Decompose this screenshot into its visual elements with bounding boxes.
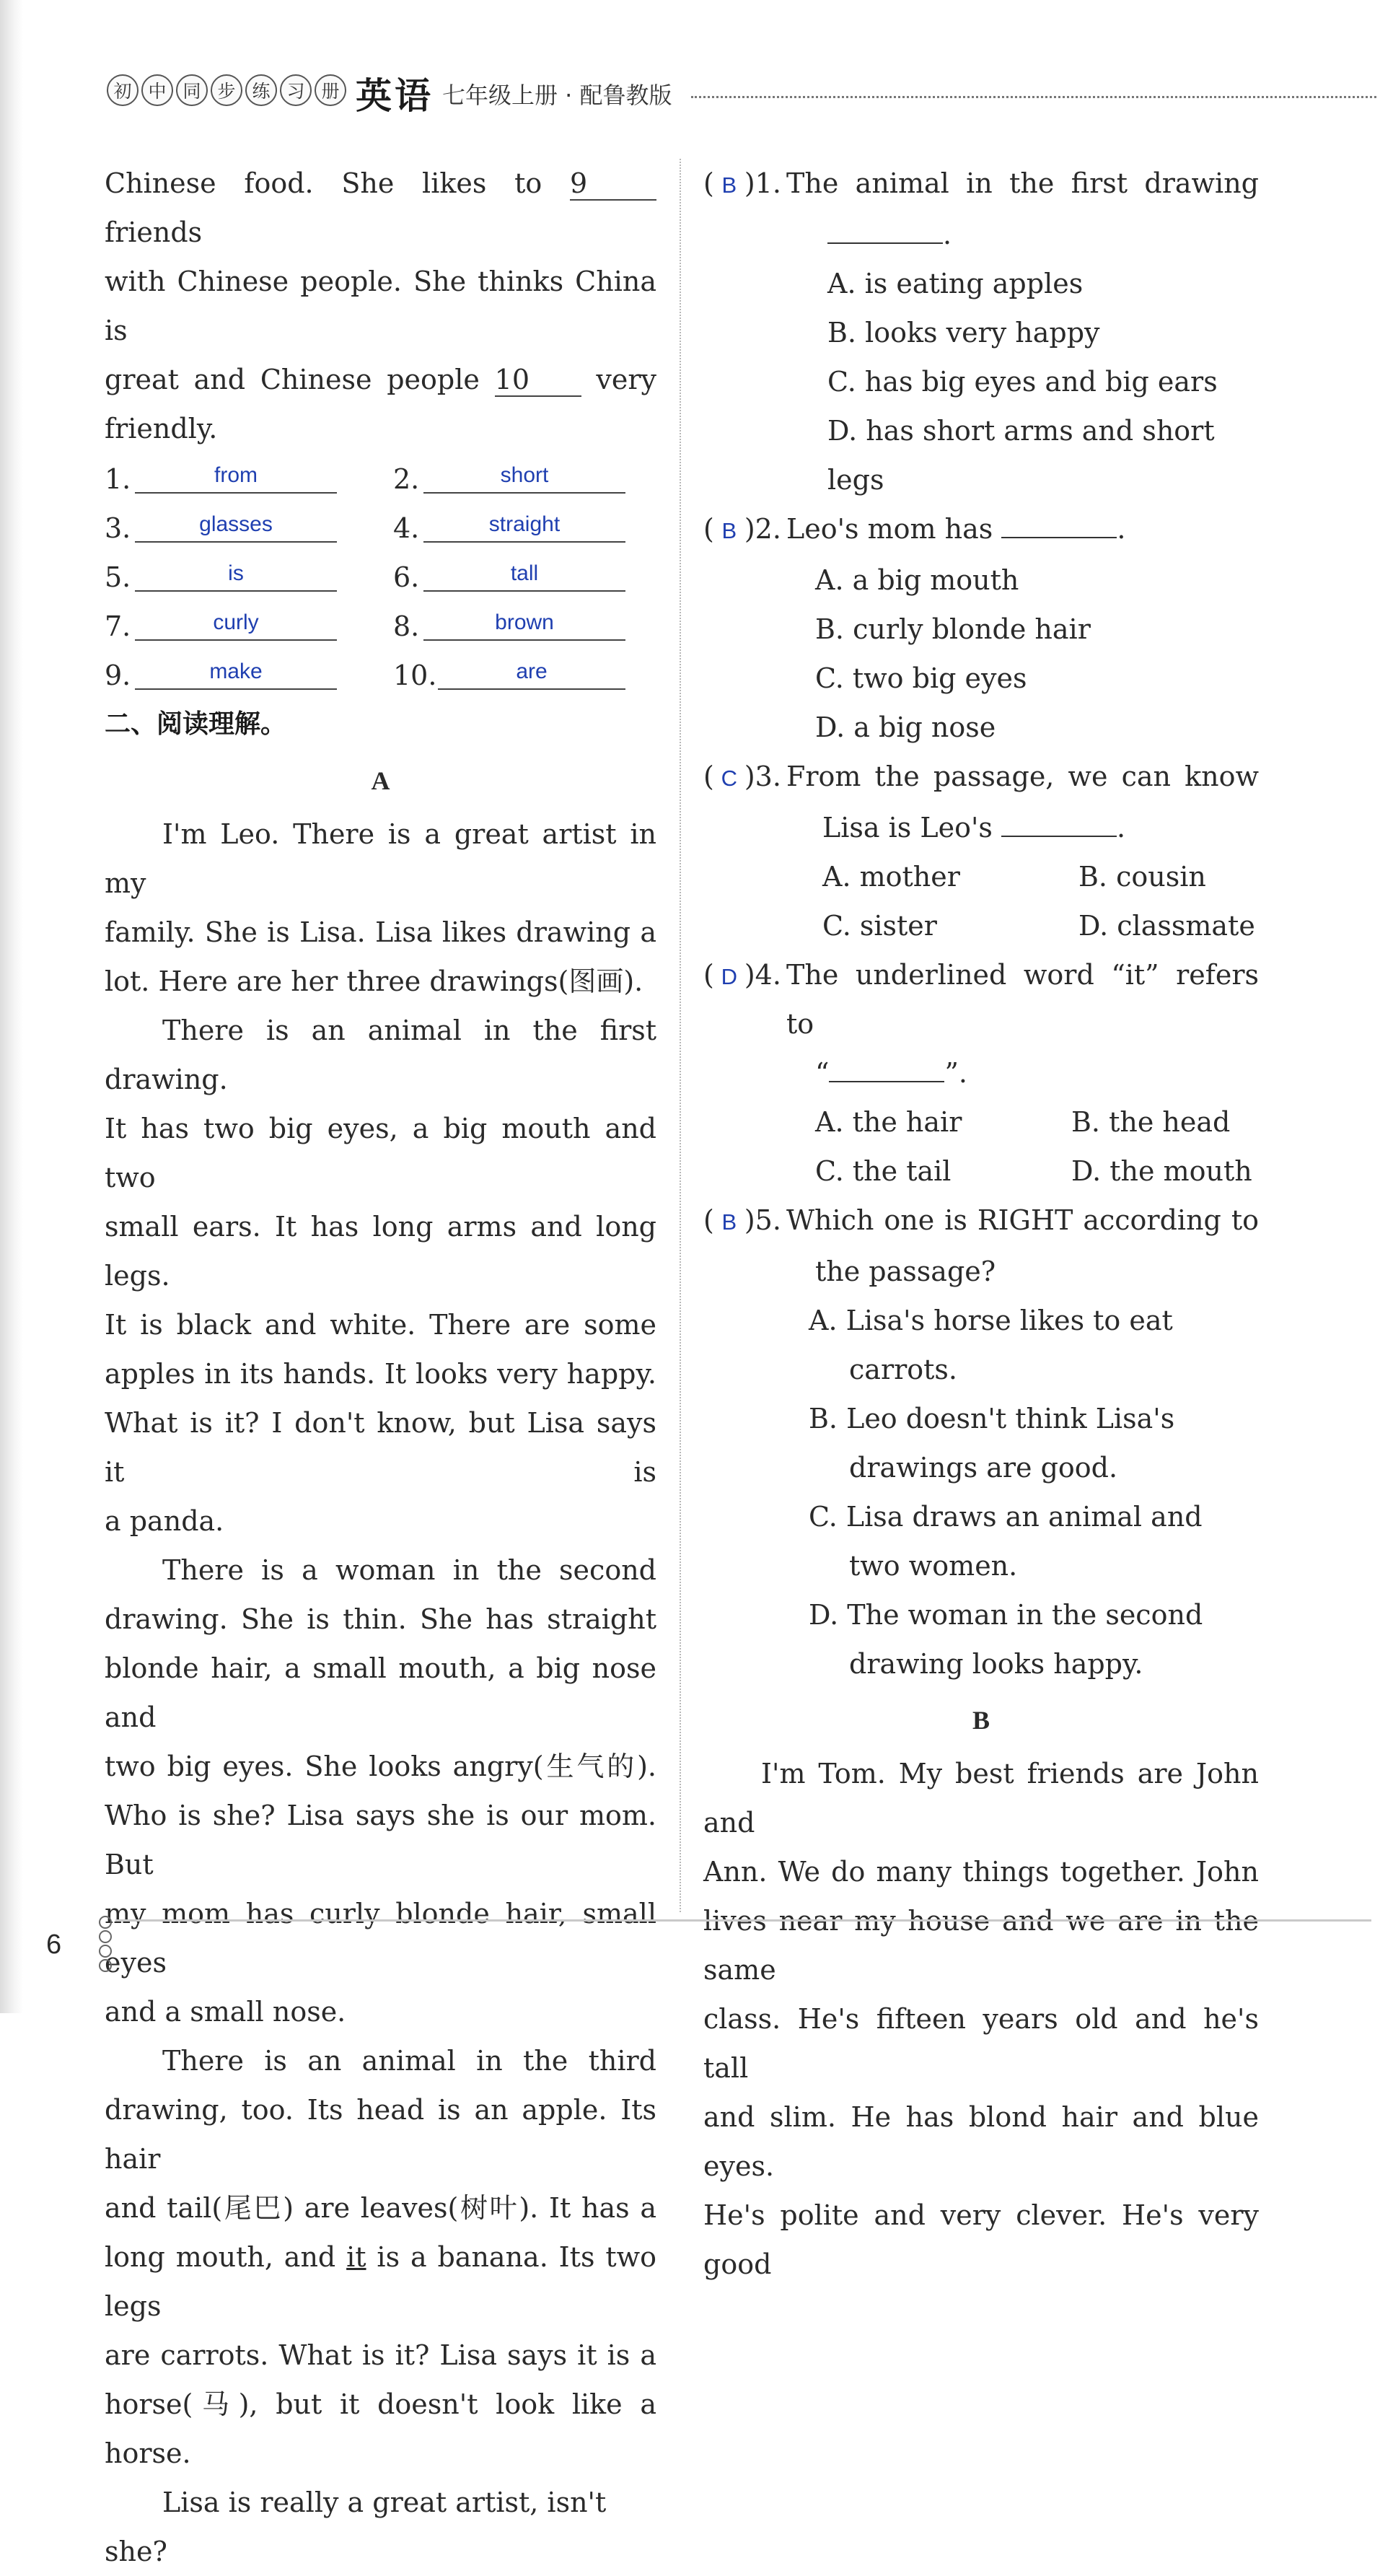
intro-line — [105, 159, 656, 257]
answer-mark: D — [721, 964, 738, 989]
option: C. two big eyes — [815, 662, 1027, 694]
option: C. Lisa draws an animal and two women. — [809, 1501, 1203, 1582]
option: B. looks very happy — [827, 317, 1100, 349]
question-number: 4. — [755, 959, 781, 991]
answer-number: 9. — [105, 660, 131, 691]
answer-row — [393, 553, 656, 602]
option-row — [703, 1098, 1259, 1147]
header-dotted-rule — [691, 96, 1376, 98]
hole-icon — [99, 1945, 112, 1958]
page-edge-shadow — [0, 0, 23, 2013]
option: B. Leo doesn't think Lisa's drawings are good. — [809, 1403, 1175, 1484]
question-stem — [786, 504, 1259, 556]
question-number: 1. — [755, 167, 781, 199]
passage-b — [703, 1749, 1259, 2289]
line: I'm Tom. My best friends are John and — [703, 1758, 1259, 1839]
series-char: 中 — [141, 74, 173, 106]
intro-line: with Chinese people. She thinks China is — [105, 266, 656, 346]
answer-row — [393, 602, 656, 651]
question-3 — [703, 752, 1259, 803]
answer-number: 2. — [393, 463, 420, 495]
text: great and Chinese people — [105, 364, 480, 395]
answer-number: 7. — [105, 610, 131, 642]
blank-9: 9 — [570, 167, 656, 201]
answer-blank — [1001, 808, 1117, 837]
question-stem: The animal in the first drawing — [786, 167, 1259, 199]
answer-number: 1. — [105, 463, 131, 495]
line: Ann. We do many things together. John — [703, 1856, 1259, 1888]
answer-row — [105, 553, 393, 602]
line: Lisa is really a great artist, isn't she? — [105, 2487, 607, 2567]
answer-value: straight — [423, 508, 625, 543]
answer-row — [393, 504, 656, 553]
line: I'm Leo. There is a great artist in my — [105, 818, 656, 899]
subject-title: 英语 — [356, 75, 434, 117]
question-stem: Which one is RIGHT according to — [786, 1204, 1259, 1236]
line: and a small nose. — [105, 1996, 346, 2028]
question-2 — [703, 504, 1259, 556]
binding-holes — [99, 1916, 112, 1972]
stem-continuation — [703, 1048, 1259, 1098]
option-row — [703, 901, 1259, 950]
passage-a — [105, 810, 656, 2576]
intro-line: friendly. — [105, 413, 218, 444]
text: . — [1117, 812, 1126, 844]
option: A. a big mouth — [815, 564, 1019, 596]
option: D. the mouth — [1071, 1155, 1252, 1187]
question-5 — [703, 1196, 1259, 1247]
line: He's polite and very clever. He's very good — [703, 2199, 1259, 2280]
answer-value: brown — [423, 606, 625, 641]
text: friends — [105, 216, 203, 248]
line: my mom has curly blonde hair, small eyes — [105, 1898, 656, 1979]
line: It has two big eyes, a big mouth and two — [105, 1113, 656, 1193]
text: Chinese food. She likes to — [105, 167, 542, 199]
hole-icon — [99, 1959, 112, 1972]
question-1 — [703, 159, 1259, 210]
option: D. The woman in the second drawing looks happy. — [809, 1599, 1203, 1680]
line: drawing, too. Its head is an apple. Its hair — [105, 2094, 656, 2175]
line: There is a woman in the second — [162, 1554, 656, 1586]
answer-number: 4. — [393, 512, 420, 544]
text: very — [596, 364, 656, 395]
option: D. has short arms and short legs — [827, 415, 1215, 496]
grade-edition: 七年级上册 · 配鲁教版 — [442, 82, 672, 109]
option: C. has big eyes and big ears — [827, 366, 1218, 398]
answer-number: 6. — [393, 561, 420, 593]
text: . — [943, 219, 952, 250]
underlined-it: it — [346, 2241, 366, 2273]
stem-continuation — [703, 803, 1259, 852]
answer-number: 10. — [393, 660, 437, 691]
text: . — [1117, 513, 1126, 545]
answer-mark: C — [721, 766, 738, 791]
line: drawing. She is thin. She has straight — [105, 1603, 656, 1635]
series-title — [107, 74, 346, 106]
answer-value: glasses — [135, 508, 337, 543]
question-4 — [703, 950, 1259, 1048]
option: B. the head — [1071, 1106, 1231, 1138]
right-column — [703, 159, 1259, 2289]
question-tag: ( B )2. — [703, 504, 786, 556]
answer-blank — [1001, 509, 1117, 538]
series-char: 练 — [245, 74, 277, 106]
answer-mark: B — [721, 518, 737, 543]
stem-continuation: the passage? — [815, 1256, 996, 1287]
series-char: 初 — [107, 74, 139, 106]
question-stem: From the passage, we can know — [786, 761, 1259, 792]
line: It is black and white. There are some — [105, 1309, 656, 1341]
line: There is an animal in the first drawing. — [105, 1015, 656, 1095]
line: lives near my house and we are in the same — [703, 1905, 1259, 1986]
question-number: 3. — [755, 761, 781, 792]
footer-rule — [115, 1919, 1371, 1922]
answer-value: curly — [135, 606, 337, 641]
answer-mark: B — [721, 172, 737, 198]
series-char: 步 — [211, 74, 242, 106]
left-column — [105, 159, 656, 2576]
line: family. She is Lisa. Lisa likes drawing a — [105, 916, 656, 948]
passage-b-title: B — [972, 1706, 990, 1735]
line: apples in its hands. It looks very happy. — [105, 1358, 656, 1390]
line: blonde hair, a small mouth, a big nose and — [105, 1652, 656, 1733]
question-tag: ( C )3. — [703, 752, 786, 803]
stem-continuation — [703, 210, 1259, 259]
line: a panda. — [105, 1505, 224, 1537]
hole-icon — [99, 1916, 112, 1929]
line: and slim. He has blond hair and blue eyes. — [703, 2101, 1259, 2182]
line: There is an animal in the third — [162, 2045, 656, 2077]
option: A. Lisa's horse likes to eat carrots. — [809, 1305, 1173, 1385]
option: C. the tail — [815, 1155, 952, 1187]
text: ”. — [944, 1057, 967, 1089]
line: are carrots. What is it? Lisa says it is a — [105, 2339, 656, 2371]
option-row — [703, 852, 1259, 901]
intro-line — [105, 355, 656, 404]
text: Lisa is Leo's — [822, 812, 993, 844]
line: horse(马), but it doesn't look like a horse. — [105, 2388, 656, 2469]
question-tag: ( B )5. — [703, 1196, 786, 1247]
option: B. curly blonde hair — [815, 613, 1091, 645]
question-number: 5. — [755, 1204, 781, 1236]
question-stem: The underlined word “it” refers to — [786, 959, 1259, 1040]
series-char: 习 — [280, 74, 312, 106]
line: lot. Here are her three drawings(图画). — [105, 965, 643, 997]
page-number: 6 — [46, 1929, 62, 1960]
option: D. a big nose — [815, 711, 996, 743]
answer-value: are — [438, 655, 625, 690]
answer-value: make — [135, 655, 337, 690]
answer-row — [393, 455, 656, 504]
answer-number: 5. — [105, 561, 131, 593]
answer-value: from — [135, 459, 337, 494]
line: long mouth, and it is a banana. Its two legs — [105, 2241, 656, 2322]
option: A. the hair — [815, 1106, 962, 1138]
answer-row — [393, 651, 656, 700]
answer-value: tall — [423, 557, 625, 592]
line: What is it? I don't know, but Lisa says it is — [105, 1407, 656, 1488]
answer-value: is — [135, 557, 337, 592]
answer-row — [105, 651, 393, 700]
hole-icon — [99, 1930, 112, 1943]
column-divider — [680, 159, 681, 1912]
option: A. is eating apples — [827, 268, 1084, 299]
answer-row — [105, 504, 393, 553]
answer-value: short — [423, 459, 625, 494]
question-tag: ( B )1. — [703, 159, 786, 210]
answer-row — [105, 455, 393, 504]
line: Who is she? Lisa says she is our mom. But — [105, 1800, 656, 1880]
section-heading: 二、阅读理解。 — [105, 709, 287, 739]
option: C. sister — [822, 910, 937, 942]
answer-mark: B — [721, 1209, 737, 1235]
answer-number: 8. — [393, 610, 420, 642]
line: class. He's fifteen years old and he's tall — [703, 2003, 1259, 2084]
option-row — [703, 1147, 1259, 1196]
option: D. classmate — [1078, 910, 1255, 942]
answer-number: 3. — [105, 512, 131, 544]
option: B. cousin — [1078, 861, 1206, 893]
series-char: 同 — [176, 74, 208, 106]
answer-blank — [829, 1053, 944, 1082]
passage-a-title: A — [371, 766, 390, 795]
question-number: 2. — [755, 513, 781, 545]
text: “ — [815, 1057, 830, 1089]
line: and tail(尾巴) are leaves(树叶). It has a — [105, 2192, 656, 2224]
series-char: 册 — [315, 74, 346, 106]
page-header — [107, 69, 1376, 119]
line: small ears. It has long arms and long legs. — [105, 1211, 656, 1292]
text: Leo's mom has — [786, 513, 993, 545]
answer-blank — [827, 215, 943, 244]
answer-grid — [105, 455, 656, 700]
line: two big eyes. She looks angry(生气的). — [105, 1751, 656, 1782]
question-tag: ( D )4. — [703, 950, 786, 1048]
blank-10: 10 — [495, 364, 581, 397]
option: A. mother — [822, 861, 960, 893]
answer-row — [105, 602, 393, 651]
